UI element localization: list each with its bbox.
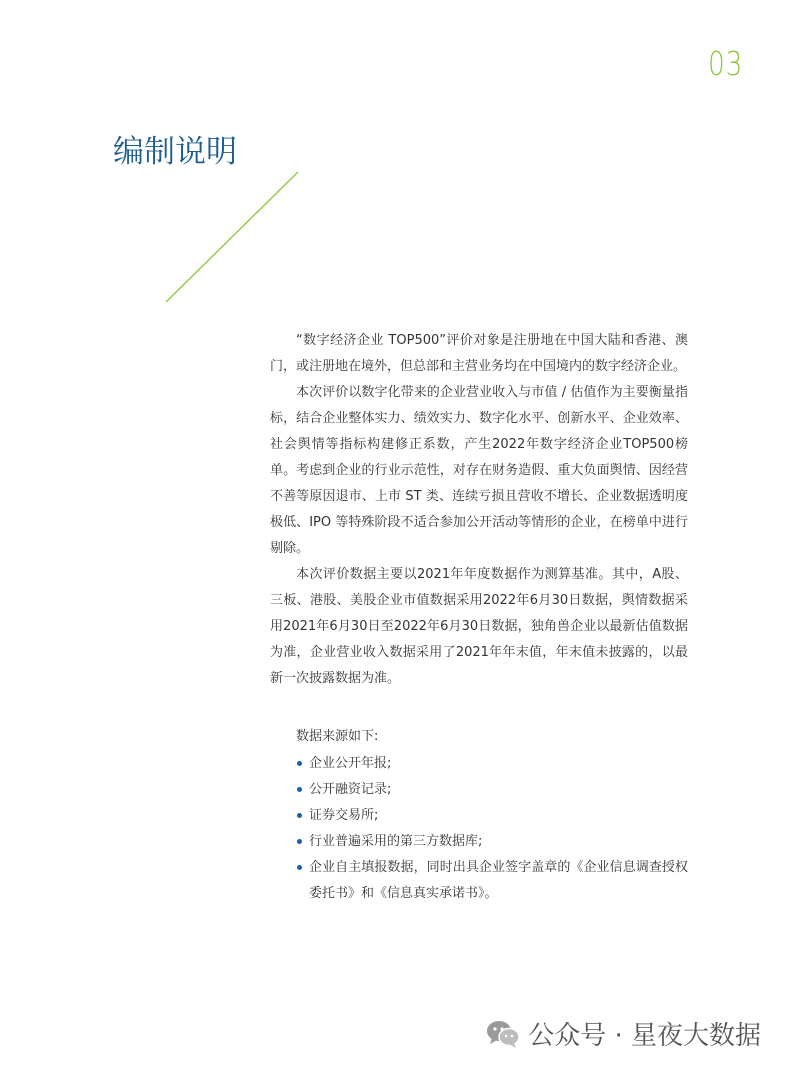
list-item (309, 803, 688, 829)
paragraph-1: “数字经济企业 TOP500”评价对象是注册地在中国大陆和香港、澳门，或注册地在境外，但总部和主营业务均在中国境内的数字经济企业。 (270, 333, 688, 374)
page-title: 编制说明 (113, 134, 237, 170)
bullet-icon (297, 761, 302, 766)
bullet-icon (297, 839, 302, 844)
paragraph-3: 本次评价数据主要以2021年年度数据作为测算基准。其中，A股、三板、港股、美股企业市值数据采用2022年6月30日数据，舆情数据采用2021年6月30日至2022年6月30日数据，独角兽企业以最新估值数据为准，企业营业收入数据采用了2021年年末值，年末值未披露的，以最新一次披露数据为准。 (270, 567, 688, 686)
list-item (309, 829, 688, 855)
sources-list (270, 751, 688, 907)
page-number: 03 (708, 44, 744, 83)
source-label: 行业普遍采用的第三方数据库; (309, 834, 483, 849)
list-item (309, 855, 688, 907)
wechat-icon (486, 1019, 520, 1049)
bullet-icon (297, 787, 302, 792)
bullet-icon (297, 813, 302, 818)
paragraph-2: 本次评价以数字化带来的企业营业收入与市值 / 估值作为主要衡量指标，结合企业整体实力、绩效实力、数字化水平、创新水平、企业效率、社会舆情等指标构建修正系数，产生2022年数字经济企业TOP500榜单。考虑到企业的行业示范性，对存在财务造假、重大负面舆情、因经营不善等原因退市、上市 ST 类、连续亏损且营收不增长、企业数据透明度极低、IPO 等特殊阶段不适合参加公开活动等情形的企业，在榜单中进行剔除。 (270, 385, 688, 556)
source-label: 企业自主填报数据，同时出具企业签字盖章的《企业信息调查授权委托书》和《信息真实承诺书》。 (309, 860, 688, 901)
source-label: 公开融资记录; (309, 782, 392, 797)
watermark-text: 公众号 · 星夜大数据 (528, 1021, 761, 1051)
list-item (309, 777, 688, 803)
list-item (309, 751, 688, 777)
source-label: 企业公开年报; (309, 756, 392, 771)
content-body (270, 328, 688, 907)
source-label: 证券交易所; (309, 808, 379, 823)
watermark (486, 1015, 761, 1052)
sources-heading: 数据来源如下: (296, 729, 379, 744)
bullet-icon (297, 865, 302, 870)
